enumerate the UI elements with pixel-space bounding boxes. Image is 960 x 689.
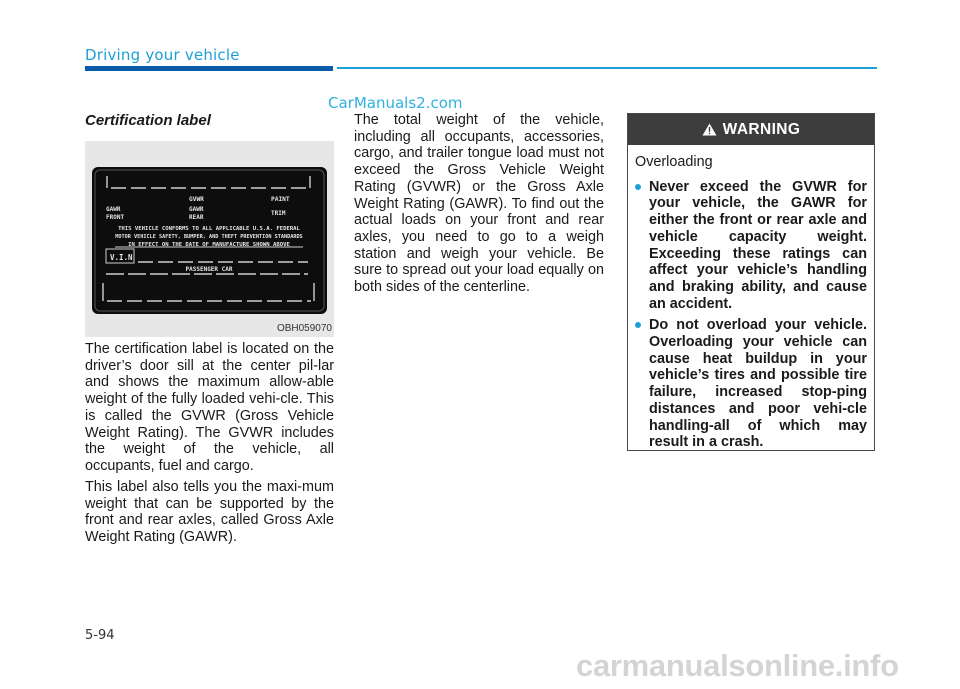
bullet-icon (635, 184, 641, 190)
certification-label-figure (85, 141, 334, 337)
warning-subtitle: Overloading (635, 154, 713, 170)
warning-item (635, 317, 867, 451)
label-text-gvwr: GVWR (189, 196, 204, 203)
label-text-rear: REAR (189, 214, 204, 221)
label-text-line1: THIS VEHICLE CONFORMS TO ALL APPLICABLE U.S.A. FEDERAL (118, 226, 300, 232)
label-text-gawr-left: GAWR (106, 206, 121, 213)
label-text-vin: V.I.N (110, 253, 133, 262)
header-rule-dark (85, 66, 333, 71)
warning-header (628, 114, 874, 145)
footer-watermark: carmanualsonline.info (576, 648, 899, 683)
page-number: 5-94 (85, 628, 115, 643)
warning-title: WARNING (722, 120, 801, 138)
label-text-passenger: PASSENGER CAR (185, 266, 233, 273)
bullet-icon (635, 322, 641, 328)
label-text-line2: MOTOR VEHICLE SAFETY, BUMPER, AND THEFT PREVENTION STANDARDS (115, 234, 303, 240)
section-heading: Certification label (85, 112, 211, 129)
site-watermark: CarManuals2.com (328, 94, 463, 112)
label-text-paint: PAINT (271, 196, 290, 203)
warning-triangle-icon (702, 123, 717, 136)
label-plate (92, 167, 327, 314)
label-text-front: FRONT (106, 214, 125, 221)
warning-item-text: Never exceed the GVWR for your vehicle, the GAWR for either the front or rear axle and vehicle capacity weight. Exceeding these ratings can affect your vehicle’s handling and braking ability, and cause an accident. (649, 178, 867, 312)
body-paragraph: The total weight of the vehicle, including all occupants, accessories, cargo, and trailer tongue load must not exceed the Gross Vehicle Weight Rating (GVWR) or the Gross Axle Weight Rating (GAWR). To find out the actual loads on your front and rear axles, you need to go to a weigh station and weigh your vehicle. Be sure to spread out your load equally on both sides of the centerline. (354, 112, 604, 296)
header-rule-light (337, 67, 877, 69)
label-text-gawr-mid: GAWR (189, 206, 204, 213)
section-title: Driving your vehicle (85, 46, 240, 64)
warning-box (627, 113, 875, 451)
body-paragraph: This label also tells you the maxi-mum weight that can be supported by the front and rear axles, called Gross Axle Weight Rating (GAWR). (85, 479, 334, 546)
warning-body (628, 145, 874, 451)
warning-item-text: Do not overload your vehicle. Overloading your vehicle can cause heat buildup in your vehicle’s tires and possible tire failure, increased stop-ping distances and poor vehi-cle handling-all of which may result in a crash. (649, 317, 867, 451)
label-text-line3: IN EFFECT ON THE DATE OF MANUFACTURE SHOWN ABOVE (128, 242, 290, 248)
label-text-trim: TRIM (271, 210, 286, 217)
figure-code: OBH059070 (276, 323, 332, 334)
warning-item (635, 179, 867, 313)
certification-label-image (85, 141, 334, 337)
body-paragraph: The certification label is located on the driver’s door sill at the center pil-lar and shows the maximum allow-able weight of the fully loaded vehi-cle. This is called the GVWR (Gross Vehicle Weight Rating). The GVWR includes the weight of the vehicle, all occupants, fuel and cargo. (85, 341, 334, 474)
